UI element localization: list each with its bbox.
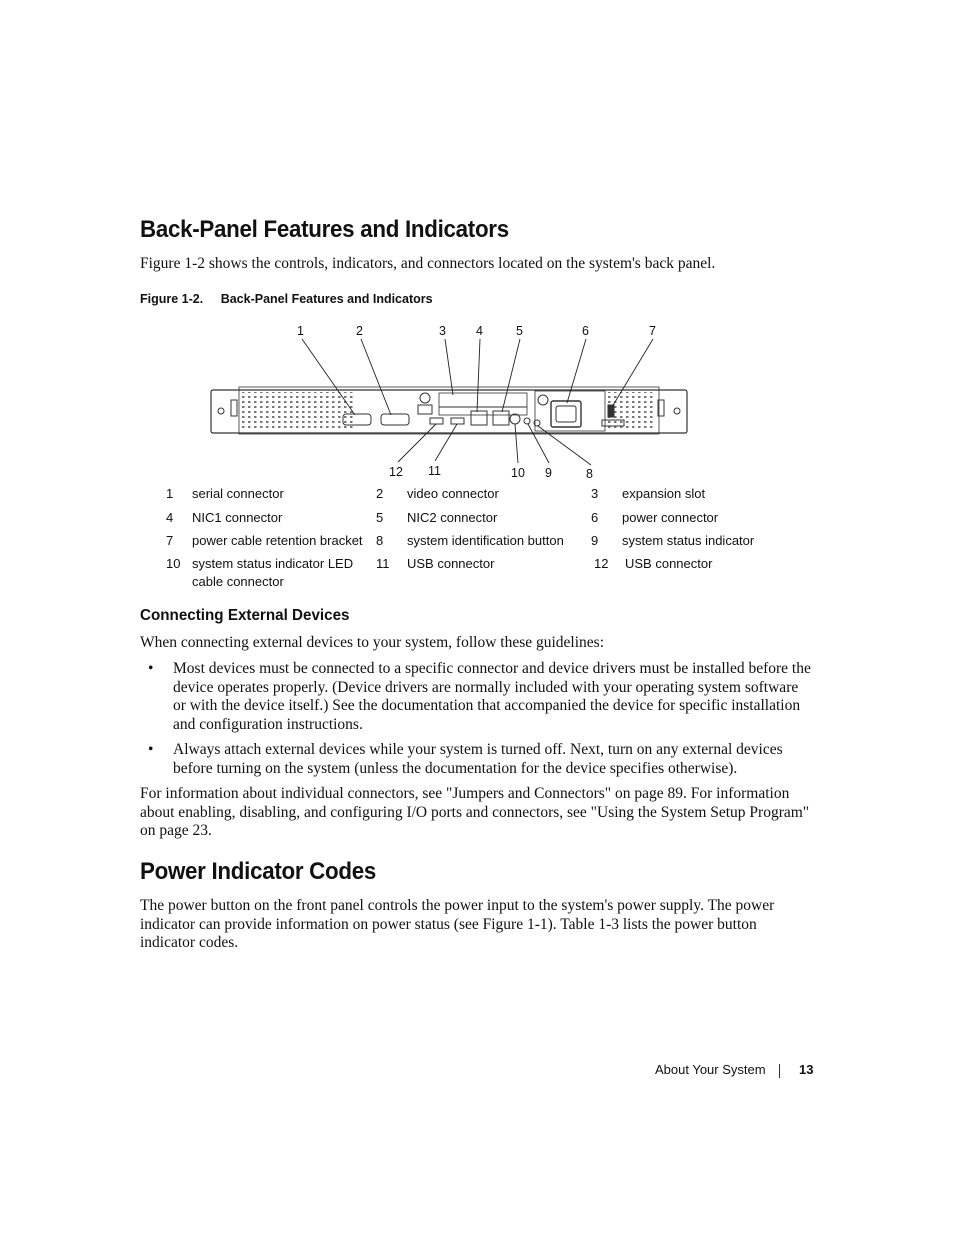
legend-text: NIC2 connector (407, 510, 498, 525)
legend-num: 10 (166, 556, 181, 571)
list-item-text: Always attach external devices while your system is turned off. Next, turn on any external devices before turning on the system (unless the documentation for the device specifies otherwise). (173, 740, 783, 777)
legend-num: 8 (376, 533, 384, 548)
legend-text-line2: cable connector (192, 574, 284, 589)
callout-5: 5 (516, 324, 523, 338)
guidelines-list (140, 660, 815, 784)
legend-text: NIC1 connector (192, 510, 283, 525)
bullet-icon: • (148, 740, 154, 758)
callout-7: 7 (649, 324, 656, 338)
intro-paragraph: Figure 1-2 shows the controls, indicators, and connectors located on the system's back panel. (140, 255, 716, 272)
legend-text: system status indicator (622, 533, 755, 548)
legend-text: expansion slot (622, 486, 706, 501)
legend-text: system identification button (407, 533, 564, 548)
legend-text: serial connector (192, 486, 284, 501)
legend-num: 12 (594, 556, 609, 571)
callout-1: 1 (297, 324, 304, 338)
legend-text: system status indicator LED (192, 556, 354, 571)
subsection-heading-connecting: Connecting External Devices (140, 607, 350, 624)
figure-caption (140, 292, 433, 306)
callout-12: 12 (389, 465, 403, 479)
legend-num: 6 (591, 510, 599, 525)
callout-10: 10 (511, 466, 525, 480)
legend-num: 3 (591, 486, 599, 501)
callout-4: 4 (476, 324, 483, 338)
callout-6: 6 (582, 324, 589, 338)
list-item-text: Most devices must be connected to a specific connector and device drivers must be installed before the device operates properly. (Device drivers are normally included with your operating system software or with the device itself.) See the documentation that accompanied the device for specific installation and configuration instructions. (173, 660, 811, 734)
footer-section-title: About Your System (655, 1062, 766, 1077)
connect-intro-paragraph: When connecting external devices to your system, follow these guidelines: (140, 634, 605, 651)
callout-11: 11 (428, 464, 441, 478)
power-paragraph: The power button on the front panel controls the power input to the system's power supply. The power indicator can provide information on power status (see Figure 1-1). Table 1-3 lists the power button indicator codes. (140, 897, 775, 952)
back-panel-diagram (205, 315, 695, 485)
chassis (211, 387, 687, 434)
figure-title: Back-Panel Features and Indicators (220, 292, 433, 306)
legend-num: 9 (591, 533, 599, 548)
bullet-icon: • (148, 660, 154, 677)
callout-9: 9 (545, 466, 552, 480)
legend-num: 5 (376, 510, 384, 525)
footer-divider (779, 1064, 780, 1078)
section-heading-power-codes: Power Indicator Codes (140, 858, 377, 885)
figure-label: Figure 1-2. (140, 292, 204, 306)
page-number: 13 (799, 1062, 814, 1077)
legend-num: 1 (166, 486, 174, 501)
legend-num: 11 (376, 556, 390, 571)
legend-num: 7 (166, 533, 174, 548)
legend-text: power cable retention bracket (192, 533, 363, 548)
list-item (140, 741, 815, 778)
legend-num: 4 (166, 510, 174, 525)
callout-2: 2 (356, 324, 363, 338)
legend-text: video connector (407, 486, 499, 501)
callout-8: 8 (586, 467, 593, 481)
legend-text: USB connector (625, 556, 713, 571)
list-item (140, 660, 815, 735)
callout-3: 3 (439, 324, 446, 338)
legend-text: power connector (622, 510, 719, 525)
connectors-info-paragraph: For information about individual connectors, see "Jumpers and Connectors" on page 89. For information about enabling, disabling, and configuring I/O ports and connectors, see "Using the System Setup Program" on page 23. (140, 785, 810, 840)
legend-text: USB connector (407, 556, 495, 571)
legend-num: 2 (376, 486, 384, 501)
section-heading-back-panel: Back-Panel Features and Indicators (140, 216, 509, 243)
